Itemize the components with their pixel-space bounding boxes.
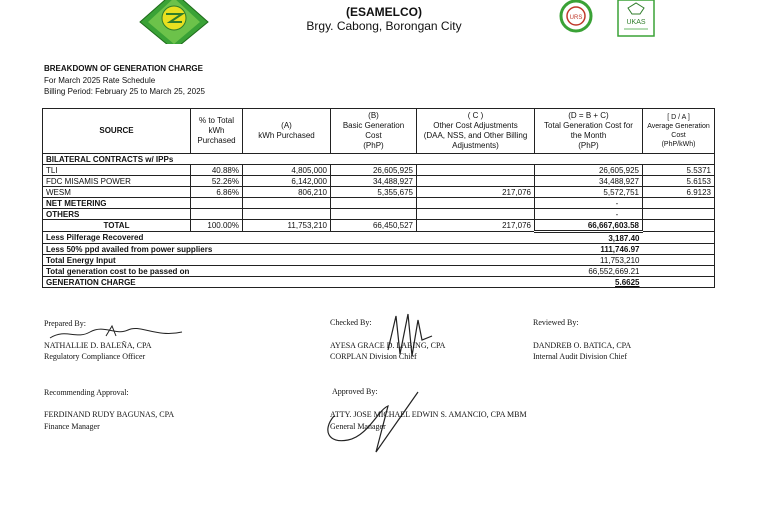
row-pct: 6.86% — [191, 187, 243, 198]
approved-title: General Manager — [330, 422, 386, 431]
table-row — [43, 209, 715, 220]
row-total: 34,488,927 — [535, 176, 643, 187]
col-kwh: (A) kWh Purchased — [243, 109, 331, 154]
row-source: TLI — [43, 165, 191, 176]
summary-value: 3,187.40 — [535, 232, 643, 244]
generation-charge-label: GENERATION CHARGE — [43, 277, 535, 288]
approved-name: ATTY. JOSE MICHAEL EDWIN S. AMANCIO, CPA MBM — [330, 410, 527, 419]
approved-signature — [318, 380, 428, 460]
generation-charge-table — [42, 108, 715, 288]
row-basic: 26,605,925 — [331, 165, 417, 176]
prepared-title: Regulatory Compliance Officer — [44, 352, 146, 361]
row-basic: 5,355,675 — [331, 187, 417, 198]
row-other: 217,076 — [417, 187, 535, 198]
table-row — [43, 187, 715, 198]
col-other: ( C ) Other Cost Adjustments (DAA, NSS, and Other Billing Adjustments) — [417, 109, 535, 154]
row-total: 5,572,751 — [535, 187, 643, 198]
prepared-caption: Prepared By: — [44, 319, 86, 328]
row-kwh: 6,142,000 — [243, 176, 331, 187]
table-row — [43, 176, 715, 187]
row-pct: 40.88% — [191, 165, 243, 176]
rate-schedule: For March 2025 Rate Schedule — [44, 76, 156, 85]
table-row — [43, 165, 715, 176]
billing-period: Billing Period: February 25 to March 25, 2025 — [44, 87, 205, 96]
col-avg: [ D / A ] Average Generation Cost (PhP/kWh) — [643, 109, 715, 154]
summary-label: Total generation cost to be passed on — [43, 266, 535, 277]
totals-pct: 100.00% — [191, 220, 243, 232]
document-title: BREAKDOWN OF GENERATION CHARGE — [44, 64, 203, 73]
row-total: - — [535, 209, 643, 220]
reviewed-caption: Reviewed By: — [533, 318, 579, 327]
col-source: SOURCE — [43, 109, 191, 154]
row-source: WESM — [43, 187, 191, 198]
approved-caption: Approved By: — [332, 387, 378, 396]
prepared-name: NATHALLIE D. BALEÑA, CPA — [44, 341, 152, 350]
totals-other: 217,076 — [417, 220, 535, 232]
generation-charge-value: 5.6625 — [535, 277, 643, 288]
reviewed-name: DANDREB O. BATICA, CPA — [533, 341, 632, 350]
table-header-row — [43, 109, 715, 154]
totals-kwh: 11,753,210 — [243, 220, 331, 232]
row-net-metering: NET METERING — [43, 198, 191, 209]
checked-title: CORPLAN Division Chief — [330, 352, 417, 361]
summary-label: Less 50% ppd availed from power suppliers — [43, 244, 535, 255]
row-avg: 5.5371 — [643, 165, 715, 176]
checked-name: AYESA GRACE D. LABING, CPA — [330, 341, 446, 350]
section-bilateral: BILATERAL CONTRACTS w/ IPPs — [43, 154, 715, 165]
generation-charge-row — [43, 277, 715, 288]
recommending-caption: Recommending Approval: — [44, 388, 129, 397]
row-total: 26,605,925 — [535, 165, 643, 176]
table-row — [43, 198, 715, 209]
org-address: Brgy. Cabong, Borongan City — [306, 19, 462, 33]
totals-row — [43, 220, 715, 232]
svg-text:URS: URS — [569, 15, 583, 21]
row-others: OTHERS — [43, 209, 191, 220]
summary-row — [43, 255, 715, 266]
org-abbreviation: (ESAMELCO) — [346, 5, 422, 19]
summary-row — [43, 232, 715, 244]
col-basic: (B) Basic Generation Cost (PhP) — [331, 109, 417, 154]
reviewed-title: Internal Audit Division Chief — [533, 352, 627, 361]
row-other — [417, 165, 535, 176]
row-total: - — [535, 198, 643, 209]
totals-total: 66,667,603.58 — [535, 220, 643, 232]
recommending-name: FERDINAND RUDY BAGUNAS, CPA — [44, 410, 175, 419]
col-pct: % to Total kWh Purchased — [191, 109, 243, 154]
summary-value: 66,552,669.21 — [535, 266, 643, 277]
summary-row — [43, 266, 715, 277]
totals-basic: 66,450,527 — [331, 220, 417, 232]
ukas-label: UKAS — [626, 19, 646, 26]
row-avg: 6.9123 — [643, 187, 715, 198]
summary-label: Total Energy Input — [43, 255, 535, 266]
summary-label: Less Pilferage Recovered — [43, 232, 535, 244]
summary-value: 11,753,210 — [535, 255, 643, 266]
row-avg: 5.6153 — [643, 176, 715, 187]
row-source: FDC MISAMIS POWER — [43, 176, 191, 187]
row-basic: 34,488,927 — [331, 176, 417, 187]
row-kwh: 806,210 — [243, 187, 331, 198]
row-pct: 52.26% — [191, 176, 243, 187]
section-row — [43, 154, 715, 165]
checked-caption: Checked By: — [330, 318, 372, 327]
recommending-title: Finance Manager — [44, 422, 100, 431]
summary-value: 111,746.97 — [535, 244, 643, 255]
row-kwh: 4,805,000 — [243, 165, 331, 176]
totals-label: TOTAL — [43, 220, 191, 232]
row-other — [417, 176, 535, 187]
summary-row — [43, 244, 715, 255]
col-total: (D = B + C) Total Generation Cost for the Month (PhP) — [535, 109, 643, 154]
